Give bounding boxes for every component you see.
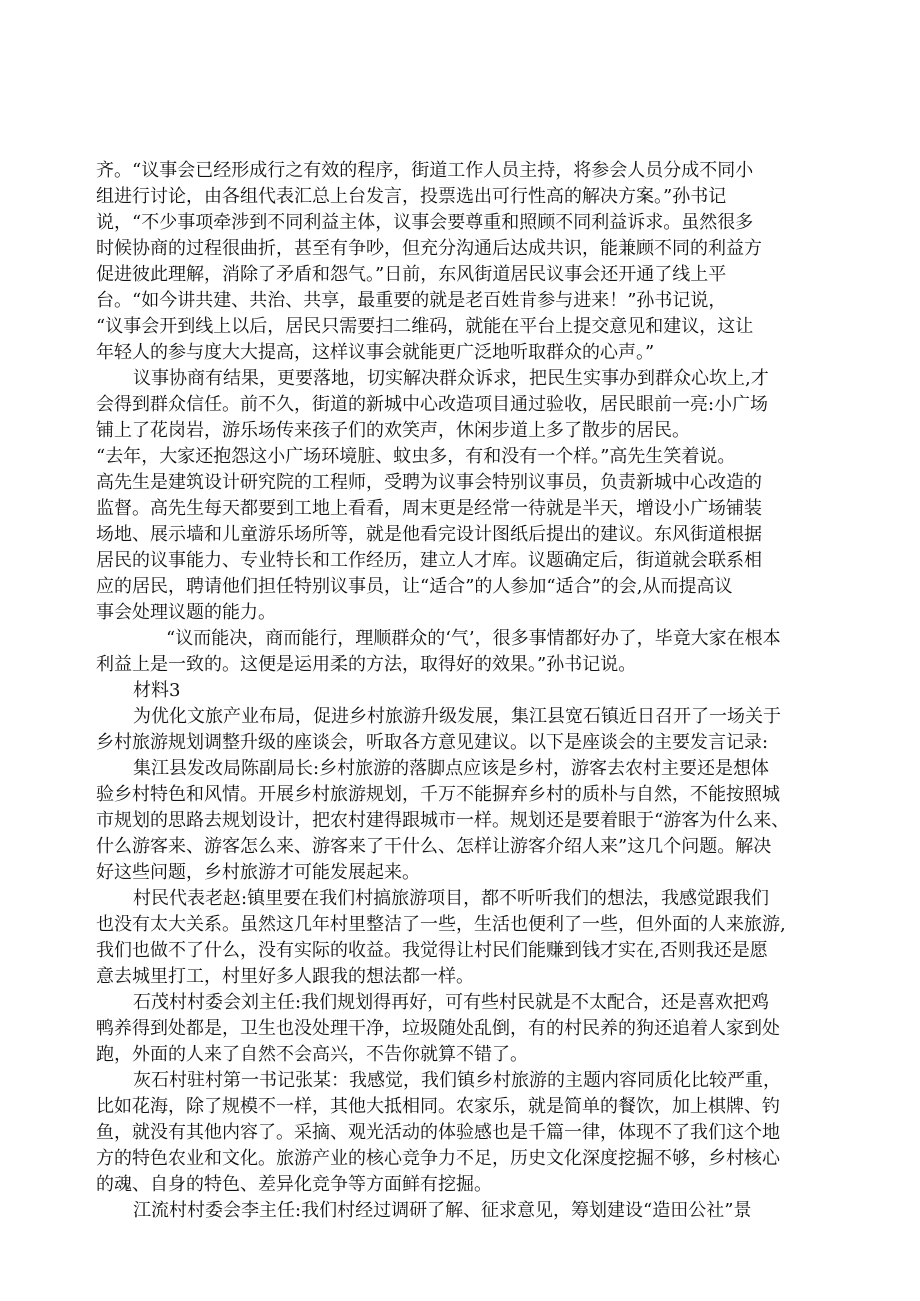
text-line: 市规划的思路去规划设计，把农村建得跟城市一样。规划还是要着眼于“游客为什么来、: [96, 810, 790, 831]
text-line: 验乡村特色和风情。开展乡村旅游规划，千万不能摒弃乡村的质朴与自然，不能按照城: [96, 784, 780, 805]
text-line: 我们也做不了什么，没有实际的收益。我觉得让村民们能赚到钱才实在,否则我还是愿: [96, 940, 768, 961]
text-line: 比如花海，除了规模不一样，其他大抵相同。农家乐，就是简单的餐饮，加上棋牌、钓: [96, 1096, 780, 1117]
text-line: 应的居民，聘请他们担任特别议事员，让“适合”的人参加“适合”的会,从而提高议: [96, 576, 733, 597]
text-line: 会得到群众信任。前不久，街道的新城中心改造项目通过验收，居民眼前一亮:小广场: [96, 394, 769, 415]
text-line: 高先生是建筑设计研究院的工程师，受聘为议事会特别议事员，负责新城中心改造的: [96, 472, 762, 493]
text-line: 江流村村委会李主任:我们村经过调研了解、征求意见，筹划建设“造田公社”景: [133, 1200, 752, 1221]
text-line: 意去城里打工，村里好多人跟我的想法都一样。: [96, 966, 474, 987]
text-line: 促进彼此理解，消除了矛盾和怨气。”日前，东风街道居民议事会还开通了线上平: [96, 264, 727, 285]
text-line: 方的特色农业和文化。旅游产业的核心竞争力不足，历史文化深度挖掘不够，乡村核心: [96, 1148, 780, 1169]
text-line: 年轻人的参与度大大提高，这样议事会就能更广泛地听取群众的心声。”: [96, 342, 655, 363]
text-line: 也没有太大关系。虽然这几年村里整洁了一些，生活也便利了一些，但外面的人来旅游,: [96, 914, 786, 935]
text-line: 居民的议事能力、专业特长和工作经历，建立人才库。议题确定后，街道就会联系相: [96, 550, 762, 571]
text-line: 好这些问题，乡村旅游才可能发展起来。: [96, 862, 420, 883]
text-line: 铺上了花岗岩，游乐场传来孩子们的欢笑声，休闲步道上多了散步的居民。: [96, 420, 690, 441]
text-line: 台。“如今讲共建、共治、共享，最重要的就是老百姓肯参与进来！”孙书记说，: [96, 290, 727, 311]
text-line: 石茂村村委会刘主任:我们规划得再好，可有些村民就是不太配合，还是喜欢把鸡: [133, 992, 770, 1013]
text-line: “议而能决，商而能行，理顺群众的‘气’，很多事情都好办了，毕竟大家在根本: [166, 628, 781, 649]
text-line: 场地、展示墙和儿童游乐场所等，就是他看完设计图纸后提出的建议。东风街道根据: [96, 524, 762, 545]
text-line: 利益上是一致的。这便是运用柔的方法，取得好的效果。”孙书记说。: [96, 654, 637, 675]
text-line: 灰石村驻村第一书记张某：我感觉，我们镇乡村旅游的主题内容同质化比较严重，: [133, 1070, 781, 1091]
text-line: 乡村旅游规划调整升级的座谈会，听取各方意见建议。以下是座谈会的主要发言记录:: [96, 732, 769, 753]
text-line: 监督。高先生每天都要到工地上看看，周末更是经常一待就是半天，增设小广场铺装: [96, 498, 762, 519]
text-line: “去年，大家还抱怨这小广场环境脏、蚊虫多，有和没有一个样。”高先生笑着说。: [96, 446, 736, 467]
text-line: 鸭养得到处都是，卫生也没处理干净，垃圾随处乱倒，有的村民养的狗还追着人家到处: [96, 1018, 780, 1039]
text-line: 事会处理议题的能力。: [96, 602, 276, 623]
section-heading: 材料3: [133, 680, 181, 701]
text-line: “议事会开到线上以后，居民只需要扫二维码，就能在平台上提交意见和建议，这让: [96, 316, 754, 337]
text-line: 村民代表老赵:镇里要在我们村搞旅游项目，都不听听我们的想法，我感觉跟我们: [133, 888, 770, 909]
text-line: 为优化文旅产业布局，促进乡村旅游升级发展，集江县宽石镇近日召开了一场关于: [133, 706, 781, 727]
text-line: 齐。“议事会已经形成行之有效的程序，街道工作人员主持，将参会人员分成不同小: [96, 160, 754, 181]
text-line: 跑，外面的人来了自然不会高兴，不告你就算不错了。: [96, 1044, 528, 1065]
text-line: 时候协商的过程很曲折，甚至有争吵，但充分沟通后达成共识，能兼顾不同的利益方: [96, 238, 762, 259]
text-line: 鱼，就没有其他内容了。采摘、观光活动的体验感也是千篇一律，体现不了我们这个地: [96, 1122, 780, 1143]
text-line: 说，“不少事项牵涉到不同利益主体，议事会要尊重和照顾不同利益诉求。虽然很多: [96, 212, 754, 233]
text-line: 议事协商有结果，更要落地，切实解决群众诉求，把民生实事办到群众心坎上,才: [133, 368, 769, 389]
text-line: 什么游客来、游客怎么来、游客来了干什么、怎样让游客介绍人来”这几个问题。解决: [96, 836, 772, 857]
text-line: 的魂、自身的特色、差异化竞争等方面鲜有挖掘。: [96, 1174, 492, 1195]
text-line: 集江县发改局陈副局长:乡村旅游的落脚点应该是乡村，游客去农村主要还是想体: [133, 758, 770, 779]
text-line: 组进行讨论，由各组代表汇总上台发言，投票选出可行性高的解决方案。”孙书记: [96, 186, 727, 207]
